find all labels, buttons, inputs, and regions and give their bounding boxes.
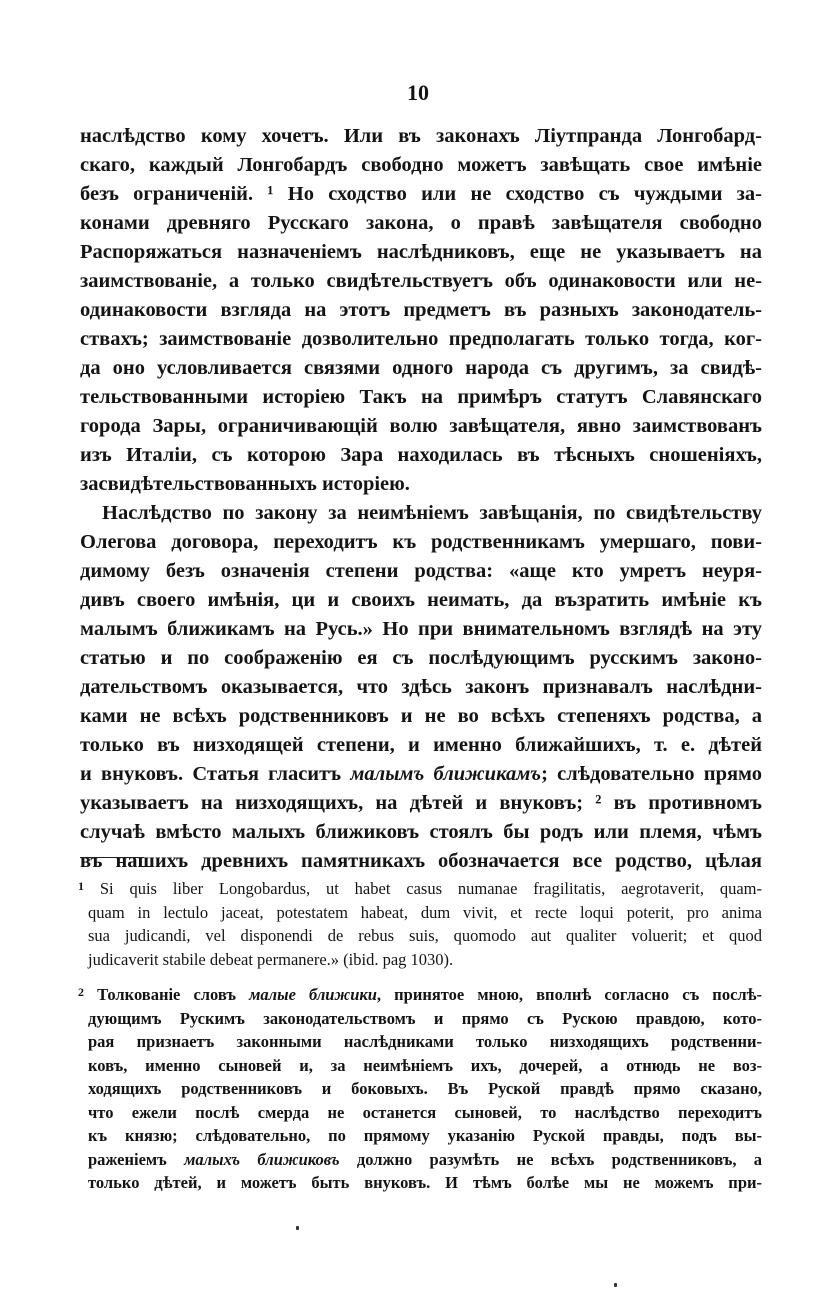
footnote-line: quam in lectulo jaceat, potestatem habeat, dum vivit, et recte loqui poterit, pro anima: [88, 902, 762, 922]
text-line: наслѣдство кому хочетъ. Или въ законахъ Ліутпранда Лонгобард-: [80, 125, 762, 147]
text-line: Олегова договора, переходитъ къ родственникамъ умершаго, пови-: [80, 531, 762, 553]
italic-quote: малыхъ ближиковъ: [184, 1149, 340, 1169]
text-line: города Зары, ограничивающій волю завѣщателя, явно заимствованъ: [80, 415, 762, 437]
page-number: 10: [407, 80, 429, 105]
footnote-text: , принятое мною, вполнѣ согласно съ послѣ-: [376, 985, 763, 1004]
main-text: [80, 122, 762, 876]
footnote-marker: 2: [78, 985, 84, 999]
footnote-text: должно разумѣть не всѣхъ родственниковъ, а: [339, 1149, 763, 1169]
text-line: дательствомъ оказывается, что здѣсь законъ признавалъ наслѣдни-: [80, 676, 762, 698]
ink-speck: [296, 1226, 299, 1230]
footnote-text: раженіемъ: [88, 1149, 167, 1169]
text-line: Наслѣдство по закону за неимѣніемъ завѣщанія, по свидѣтельству: [102, 502, 762, 524]
text-line: ками не всѣхъ родственниковъ и не во всѣхъ степеняхъ родства, а: [80, 705, 762, 727]
text-line: димому безъ означенія степени родства: «аще кто умретъ неуря-: [80, 560, 762, 582]
text-line: статью и по соображенію ея съ послѣдующимъ русскимъ законо-: [80, 647, 762, 669]
footnote-line: рая признаетъ законными наслѣдниками только низходящихъ родственни-: [88, 1032, 762, 1051]
line-segment: ; слѣдовательно прямо: [541, 763, 763, 785]
text-line: изъ Италіи, съ которою Зара находилась въ тѣсныхъ сношеніяхъ,: [80, 444, 762, 466]
text-line: тельствованными исторіею Такъ на примѣръ статутъ Славянскаго: [80, 386, 762, 408]
text-line: ствахъ; заимствованіе дозволительно предполагать только тогда, ког-: [80, 328, 762, 350]
footnote-line: ковъ, именно сыновей и, за неимѣніемъ ихъ, дочерей, а отнюдь не воз-: [88, 1055, 762, 1075]
footnote-separator: [80, 857, 144, 858]
line-segment: и внуковъ. Статья гласитъ: [80, 763, 342, 785]
italic-quote: малымъ ближикамъ: [350, 763, 542, 785]
footnote-line: judicaverit stabile debeat permanere.» (ibid. pag 1030).: [88, 949, 454, 969]
text-line: конами древняго Русскаго закона, о правѣ завѣщателя свободно: [80, 212, 762, 234]
text-line: засвидѣтельствованныхъ исторіею.: [80, 473, 410, 495]
text-line: Распоряжаться назначеніемъ наслѣдниковъ, еще не указываетъ на: [80, 241, 762, 263]
text-line: скаго, каждый Лонгобардъ свободно можетъ завѣщать свое имѣніе: [80, 154, 762, 176]
text-line: указываетъ на низходящихъ, на дѣтей и внуковъ; ² въ противномъ: [80, 792, 762, 814]
footnote-line: sua judicandi, vel disponendi de rebus suis, quomodo aut qualiter voluerit; et quod: [88, 926, 762, 945]
text-line: [80, 760, 762, 789]
footnote-text: Толкованіе словъ: [97, 985, 237, 1004]
footnote-1: [78, 877, 762, 971]
footnote-line: [78, 877, 762, 901]
footnote-line: [78, 983, 762, 1007]
text-line: да оно условливается связями одного народа съ другимъ, за свидѣ-: [80, 357, 762, 379]
footnote-2: [78, 983, 762, 1195]
footnote-line: дующимъ Рускимъ законодательствомъ и прямо съ Рускою правдою, кото-: [88, 1008, 762, 1028]
text-line: малымъ ближикамъ на Русь.» Но при внимательномъ взглядѣ на эту: [80, 618, 762, 640]
footnote-line: къ князю; слѣдовательно, по прямому указанію Руской правды, подъ вы-: [88, 1126, 762, 1145]
footnote-line: ходящихъ родственниковъ и боковыхъ. Въ Руской правдѣ прямо сказано,: [88, 1079, 762, 1098]
text-line: заимствованіе, а только свидѣтельствуетъ объ одинаковости или не-: [80, 270, 762, 292]
text-line: безъ ограниченій. ¹ Но сходство или не сходство съ чуждыми за-: [80, 183, 762, 205]
italic-quote: малые ближики: [249, 985, 377, 1004]
footnote-line: только дѣтей, и можетъ быть внуковъ. И тѣмъ болѣе мы не можемъ при-: [88, 1173, 762, 1192]
footnote-marker: 1: [78, 879, 84, 893]
text-line: въ нашихъ древнихъ памятникахъ обозначается все родство, цѣлая: [80, 850, 762, 872]
text-line: одинаковости взгляда на этотъ предметъ въ разныхъ законодатель-: [80, 299, 762, 321]
footnote-line: что ежели послѣ смерда не останется сыновей, то наслѣдство переходитъ: [88, 1102, 762, 1122]
footnote-line: [78, 1148, 762, 1172]
footnote-text: Si quis liber Longobardus, ut habet casus numanae fragilitatis, aegrotaverit, quam-: [99, 879, 762, 898]
text-line: только въ низходящей степени, и именно ближайшихъ, т. е. дѣтей: [80, 734, 762, 756]
ink-speck: [614, 1283, 617, 1287]
text-line: случаѣ вмѣсто малыхъ ближиковъ стоялъ бы родъ или племя, чѣмъ: [80, 821, 762, 843]
text-line: дивъ своего имѣнія, ци и своихъ неимать, да възратить имѣніе къ: [80, 589, 762, 611]
